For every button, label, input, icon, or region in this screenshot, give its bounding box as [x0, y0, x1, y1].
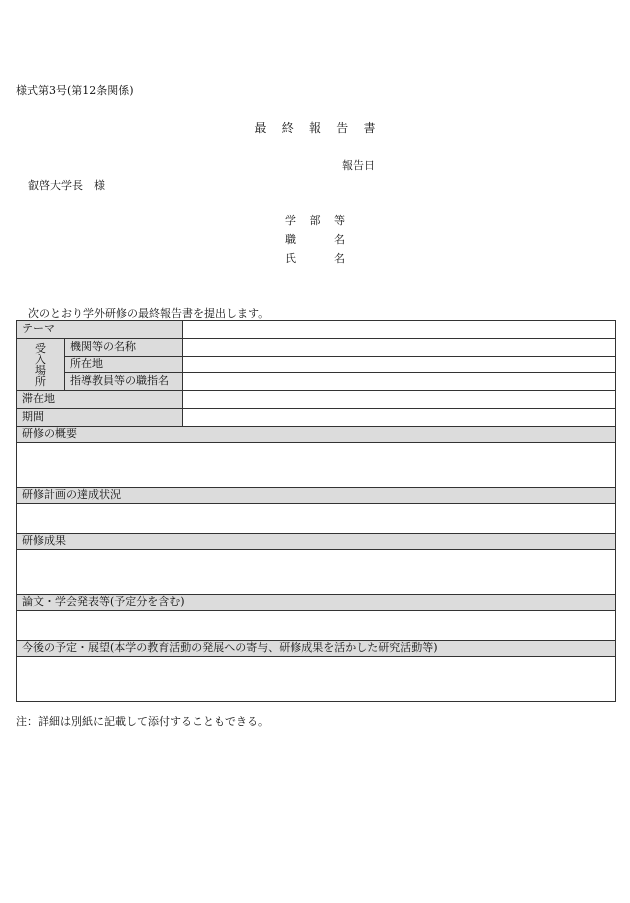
host-institution-label: 機関等の名称 [65, 339, 183, 357]
title-char: 告 [336, 121, 349, 135]
footnote: 注：詳細は別紙に記載して添付することもできる。 [16, 715, 269, 728]
title-char: 報 [308, 121, 321, 135]
document-title [0, 119, 630, 136]
table-row [17, 504, 616, 534]
label-char: 等 [334, 214, 345, 227]
form-number: 様式第3号(第12条関係) [16, 84, 134, 97]
table-row [17, 357, 616, 373]
period-label: 期間 [17, 409, 183, 427]
title-char: 最 [254, 121, 267, 135]
results-input[interactable] [17, 550, 616, 595]
papers-label: 論文・学会発表等(予定分を含む) [17, 595, 616, 611]
label-char: 所 [35, 374, 46, 388]
department-row [285, 212, 345, 228]
host-supervisor-input[interactable] [183, 373, 616, 391]
position-label [285, 231, 345, 247]
table-row [17, 595, 616, 611]
results-label: 研修成果 [17, 534, 616, 550]
name-row [285, 250, 345, 266]
stay-location-input[interactable] [183, 391, 616, 409]
table-row [17, 373, 616, 391]
table-row [17, 550, 616, 595]
label-char: 職 [285, 233, 296, 246]
label-char: 名 [334, 233, 345, 246]
label-char: 受 [35, 341, 46, 355]
host-location-label: 所在地 [65, 357, 183, 373]
department-label [285, 212, 345, 228]
label-char: 名 [334, 252, 345, 265]
summary-input[interactable] [17, 443, 616, 488]
label-char: 学 [285, 214, 296, 227]
plan-status-input[interactable] [17, 504, 616, 534]
summary-label: 研修の概要 [17, 427, 616, 443]
label-char: 場 [35, 363, 46, 377]
table-row [17, 339, 616, 357]
table-row [17, 391, 616, 409]
report-date-label: 報告日 [342, 159, 375, 172]
period-input[interactable] [183, 409, 616, 427]
label-char: 入 [35, 352, 46, 366]
host-supervisor-label: 指導教員等の職指名 [65, 373, 183, 391]
future-label: 今後の予定・展望(本学の教育活動の発展への寄与、研修成果を活かした研究活動等) [17, 641, 616, 657]
table-row [17, 534, 616, 550]
future-input[interactable] [17, 657, 616, 702]
stay-location-label: 滞在地 [17, 391, 183, 409]
host-institution-input[interactable] [183, 339, 616, 357]
addressee: 叡啓大学長 様 [28, 179, 105, 192]
table-row [17, 641, 616, 657]
host-location-input[interactable] [183, 357, 616, 373]
theme-label: テーマ [17, 321, 183, 339]
table-row [17, 657, 616, 702]
table-row [17, 443, 616, 488]
title-char: 書 [363, 121, 376, 135]
table-row [17, 427, 616, 443]
label-char: 氏 [285, 252, 296, 265]
theme-input[interactable] [183, 321, 616, 339]
position-row [285, 231, 345, 247]
papers-input[interactable] [17, 611, 616, 641]
table-row [17, 611, 616, 641]
report-table [16, 320, 616, 702]
label-char: 部 [309, 214, 321, 227]
intro-text: 次のとおり学外研修の最終報告書を提出します。 [28, 307, 270, 320]
table-row [17, 488, 616, 504]
table-row [17, 409, 616, 427]
table-row [17, 321, 616, 339]
name-label [285, 250, 345, 266]
title-char: 終 [281, 121, 294, 135]
host-place-label [17, 339, 65, 391]
plan-status-label: 研修計画の達成状況 [17, 488, 616, 504]
